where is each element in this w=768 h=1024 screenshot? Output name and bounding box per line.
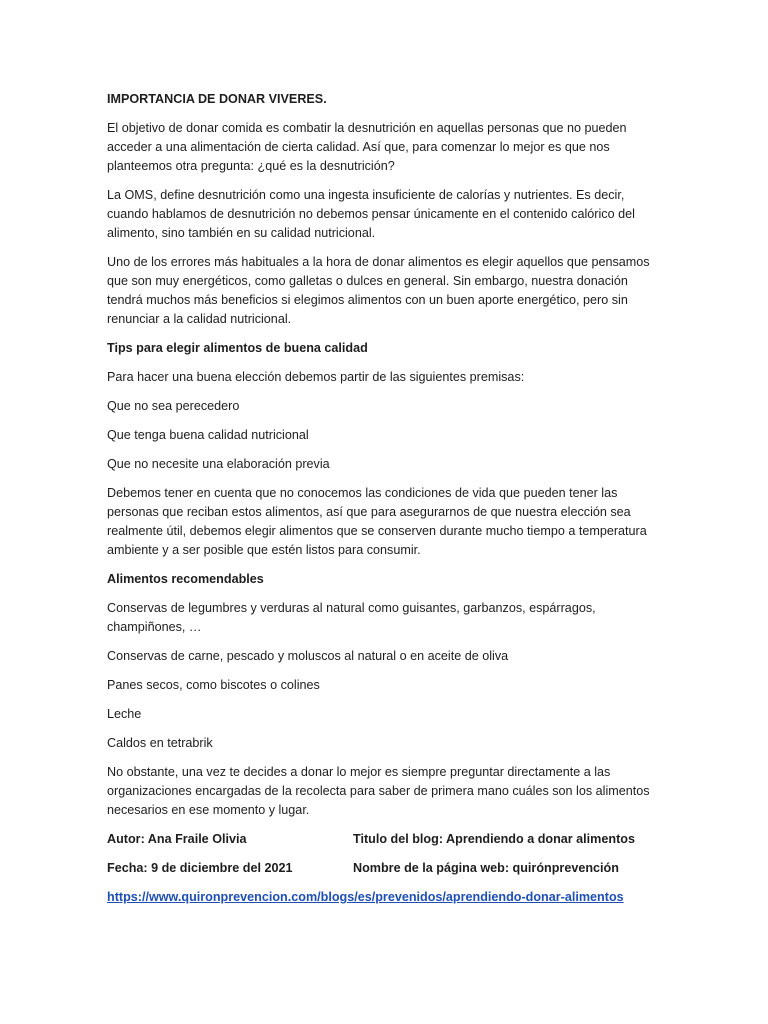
recommended-item: Caldos en tetrabrik (107, 736, 213, 750)
paragraph-closing (107, 763, 667, 820)
paragraph-conditions (107, 484, 667, 560)
meta-row-author (107, 830, 667, 849)
tip-item: Que no sea perecedero (107, 399, 240, 413)
paragraph-oms (107, 186, 667, 243)
author: Autor: Ana Fraile Olivia (107, 832, 247, 846)
recommended-item (107, 599, 667, 637)
tips-heading: Tips para elegir alimentos de buena calidad (107, 341, 368, 355)
paragraph-line: acceder a una alimentación de cierta calidad. Así que, para comenzar lo mejor es que nos (107, 140, 610, 154)
paragraph-errors (107, 253, 667, 329)
paragraph-line: alimento, sino también en su calidad nutricional. (107, 226, 376, 240)
paragraph-line: personas que reciban estos alimentos, así que para asegurarnos de que nuestra elección sea (107, 505, 631, 519)
paragraph-line: La OMS, define desnutrición como una ingesta insuficiente de calorías y nutrientes. Es decir, (107, 188, 625, 202)
recommended-item: Leche (107, 707, 142, 721)
paragraph-line: organizaciones encargadas de la recolecta para saber de primera mano cuáles son los alimentos (107, 784, 650, 798)
paragraph-line: Debemos tener en cuenta que no conocemos las condiciones de vida que pueden tener las (107, 486, 618, 500)
paragraph-line: realmente útil, debemos elegir alimentos que se conserven durante mucho tiempo a temperatura (107, 524, 647, 538)
document-title: IMPORTANCIA DE DONAR VIVERES. (107, 92, 327, 106)
paragraph-line: El objetivo de donar comida es combatir la desnutrición en aquellas personas que no pueden (107, 121, 627, 135)
blog-title: Titulo del blog: Aprendiendo a donar alimentos (353, 832, 635, 846)
paragraph-line: necesarios en ese momento y lugar. (107, 803, 310, 817)
paragraph-line: que son muy energéticos, como galletas o dulces en general. Sin embargo, nuestra donación (107, 274, 628, 288)
paragraph-line: cuando hablamos de desnutrición no debemos pensar únicamente en el contenido calórico del (107, 207, 635, 221)
tip-item: Que no necesite una elaboración previa (107, 457, 330, 471)
recommended-item: Conservas de carne, pescado y moluscos al natural o en aceite de oliva (107, 649, 509, 663)
paragraph-line: planteemos otra pregunta: ¿qué es la desnutrición? (107, 159, 395, 173)
paragraph-line: ambiente y a ser posible que estén listos para consumir. (107, 543, 421, 557)
source-link-row (107, 888, 667, 907)
paragraph-line: champiñones, … (107, 620, 202, 634)
paragraph-line: renunciar a la calidad nutricional. (107, 312, 292, 326)
recommended-item: Panes secos, como biscotes o colines (107, 678, 320, 692)
paragraph-line: Uno de los errores más habituales a la hora de donar alimentos es elegir aquellos que pensamos (107, 255, 650, 269)
recommended-heading: Alimentos recomendables (107, 572, 264, 586)
paragraph-objective (107, 119, 667, 176)
site-name: Nombre de la página web: quirónprevención (353, 861, 619, 875)
paragraph-line: Conservas de legumbres y verduras al natural como guisantes, garbanzos, espárragos, (107, 601, 596, 615)
tip-item: Que tenga buena calidad nutricional (107, 428, 309, 442)
meta-row-date (107, 859, 667, 878)
paragraph-line: No obstante, una vez te decides a donar lo mejor es siempre preguntar directamente a las (107, 765, 611, 779)
document-content (107, 90, 667, 907)
tips-intro: Para hacer una buena elección debemos partir de las siguientes premisas: (107, 370, 525, 384)
paragraph-line: tendrá muchos más beneficios si elegimos alimentos con un buen aporte energético, pero sin (107, 293, 628, 307)
publish-date: Fecha: 9 de diciembre del 2021 (107, 861, 293, 875)
source-link[interactable]: https://www.quironprevencion.com/blogs/es/prevenidos/aprendiendo-donar-alimentos (107, 890, 624, 904)
